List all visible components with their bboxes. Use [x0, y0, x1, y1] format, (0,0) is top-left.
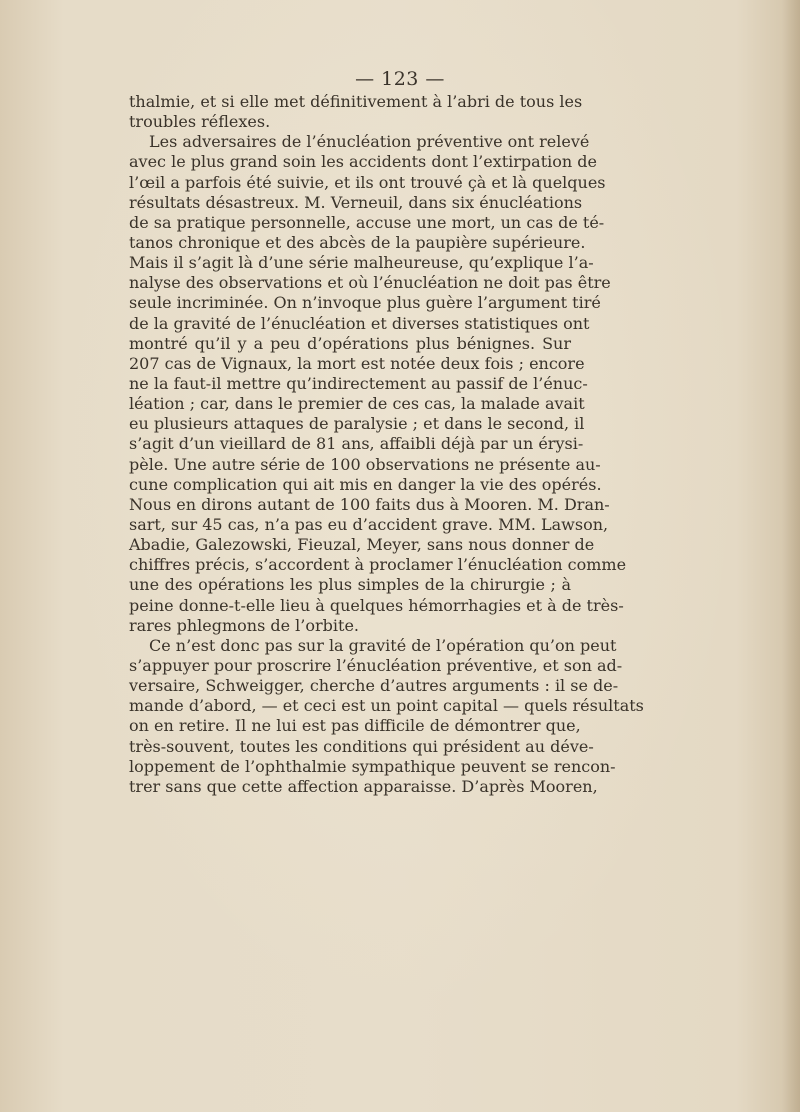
text-line: troubles réflexes. — [129, 112, 271, 132]
text-line: eu plusieurs attaques de paralysie ; et dans le second, il — [129, 414, 585, 434]
paragraph-start-line: Ce n’est donc pas sur la gravité de l’opération qu’on peut — [149, 635, 617, 655]
text-line: s’appuyer pour proscrire l’énucléation préventive, et son ad- — [129, 655, 623, 675]
body-text — [129, 92, 644, 797]
paragraph-start-line: Les adversaires de l’énucléation préventive ont relevé — [149, 132, 590, 152]
text-line: résultats désastreux. M. Verneuil, dans six énucléations — [129, 192, 583, 212]
text-line: tanos chronique et des abcès de la paupière supérieure. — [129, 232, 586, 252]
text-line: versaire, Schweigger, cherche d’autres arguments : il se de- — [129, 676, 619, 696]
text-line: thalmie, et si elle met définitivement à l’abri de tous les — [129, 92, 583, 111]
text-line: Abadie, Galezowski, Fieuzal, Meyer, sans nous donner de — [129, 535, 595, 555]
text-line: 207 cas de Vignaux, la mort est notée deux fois ; encore — [129, 353, 585, 373]
text-line: l’œil a parfois été suivie, et ils ont trouvé çà et là quelques — [129, 172, 606, 192]
text-line: mande d’abord, — et ceci est un point capital — quels résultats — [129, 696, 644, 716]
text-line: léation ; car, dans le premier de ces cas, la malade avait — [129, 394, 585, 414]
text-line: on en retire. Il ne lui est pas difficile de démontrer que, — [129, 716, 581, 736]
page-edge-shadow — [782, 0, 800, 1112]
text-line: cune complication qui ait mis en danger la vie des opérés. — [129, 474, 602, 494]
text-line: de sa pratique personnelle, accuse une mort, un cas de té- — [129, 212, 605, 232]
text-line: peine donne-t-elle lieu à quelques hémorrhagies et à de très- — [129, 595, 624, 615]
text-line: seule incriminée. On n’invoque plus guère l’argument tiré — [129, 293, 601, 313]
text-line: rares phlegmons de l’orbite. — [129, 615, 360, 635]
text-line: nalyse des observations et où l’énucléation ne doit pas être — [129, 273, 611, 293]
text-line: très-souvent, toutes les conditions qui président au déve- — [129, 736, 594, 756]
text-line: de la gravité de l’énucléation et diverses statistiques ont — [129, 313, 590, 333]
text-line: loppement de l’ophthalmie sympathique peuvent se rencon- — [129, 756, 616, 776]
text-line: s’agit d’un vieillard de 81 ans, affaibli déjà par un érysi- — [129, 434, 584, 454]
text-line: ne la faut-il mettre qu’indirectement au passif de l’énuc- — [129, 373, 588, 393]
text-line: pèle. Une autre série de 100 observations ne présente au- — [129, 454, 601, 474]
page-number: — 123 — — [355, 68, 445, 90]
text-line: avec le plus grand soin les accidents dont l’extirpation de — [129, 152, 597, 172]
text-line: chiffres précis, s’accordent à proclamer l’énucléation comme — [129, 555, 627, 575]
text-line: sart, sur 45 cas, n’a pas eu d’accident grave. MM. Lawson, — [129, 514, 609, 534]
text-line: Mais il s’agit là d’une série malheureuse, qu’explique l’a- — [129, 253, 594, 273]
text-line: trer sans que cette affection apparaisse. D’après Mooren, — [129, 776, 598, 796]
text-line: Nous en dirons autant de 100 faits dus à Mooren. M. Dran- — [129, 494, 610, 514]
text-line: montré qu’il y a peu d’opérations plus bénignes. Sur — [129, 333, 571, 353]
text-line: une des opérations les plus simples de la chirurgie ; à — [129, 575, 571, 595]
